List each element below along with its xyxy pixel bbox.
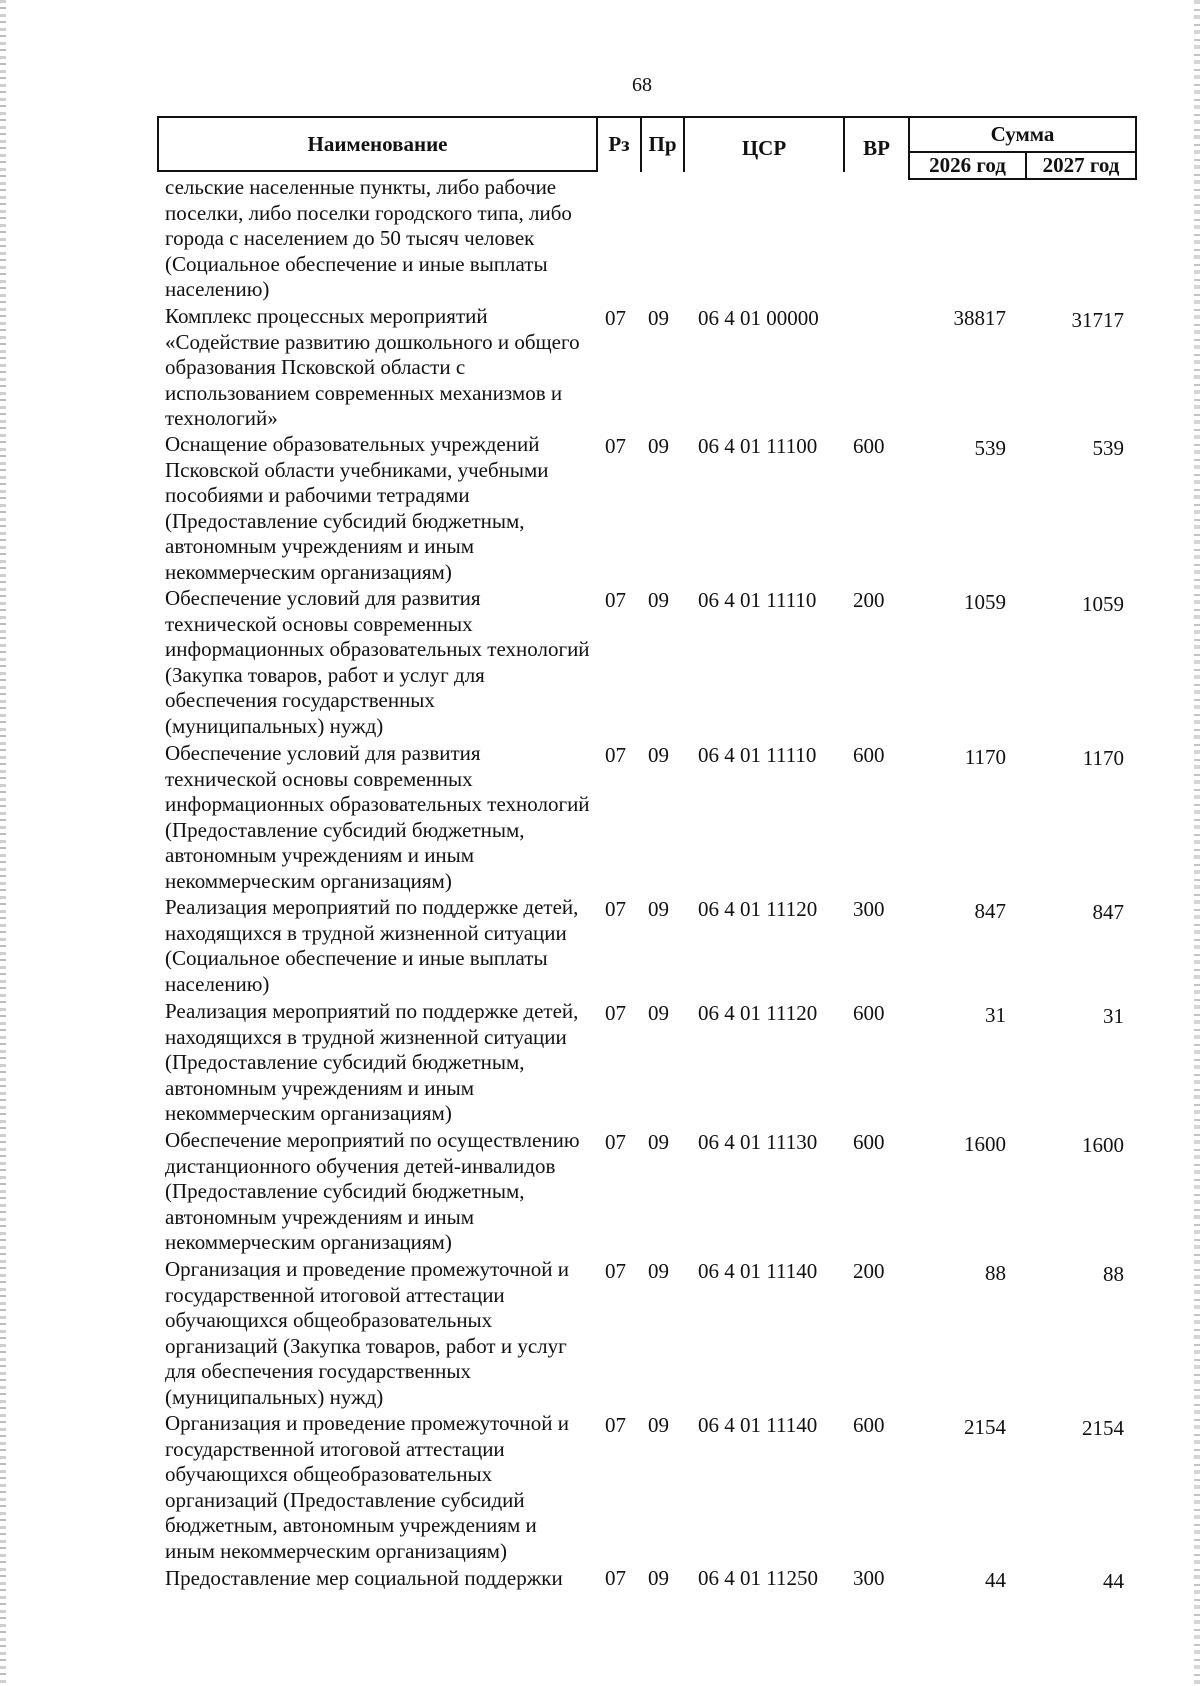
row-sum-2027: 1600 [1082,1133,1124,1157]
row-csr: 06 4 01 11120 [698,897,818,921]
row-sum-2027: 31 [1103,1004,1124,1028]
row-name: Организация и проведение промежуточной и государственной итоговой аттестации обучающихся общеобразовательных организаций (Предоставление субсидий бюджетным, автономным учреждениям и иным некоммерческим организациям) [165,1411,570,1563]
row-csr: 06 4 01 11120 [698,1001,818,1025]
row-sum-2026: 88 [985,1261,1006,1285]
row-name: Предоставление мер социальной поддержки [165,1566,563,1590]
row-vr: 200 [853,1259,885,1283]
row-name: Организация и проведение промежуточной и государственной итоговой аттестации обучающихся общеобразовательных организаций (Закупка товаров, работ и услуг для обеспечения государственных (муниципальных) нужд) [165,1257,570,1409]
scan-edge-right [1194,0,1200,1686]
row-sum-2027: 1170 [1082,746,1124,770]
row-name: Реализация мероприятий по поддержке детей, находящихся в трудной жизненной ситуации (Предоставление субсидий бюджетным, автономным учреждениям и иным некоммерческим организациям) [165,999,579,1125]
header-sum: Сумма [990,122,1055,146]
header-csr: ЦСР [741,135,787,160]
row-rz: 07 [605,897,626,921]
row-pr: 09 [648,434,669,458]
row-name: Обеспечение условий для развития технической основы современных информационных образовательных технологий (Предоставление субсидий бюджетным, автономным учреждениям и иным некоммерческим организациям) [165,741,590,893]
row-sum-2027: 2154 [1082,1416,1124,1440]
row-sum-2026: 1059 [964,590,1006,614]
row-name: сельские населенные пункты, либо рабочие поселки, либо поселки городского типа, либо города с населением до 50 тысяч человек (Социальное обеспечение и иные выплаты населению) [165,175,572,301]
row-rz: 07 [605,1001,626,1025]
row-vr: 600 [853,1001,885,1025]
row-name: Реализация мероприятий по поддержке детей, находящихся в трудной жизненной ситуации (Социальное обеспечение и иные выплаты населению) [165,895,579,996]
row-rz: 07 [605,306,626,330]
row-vr: 300 [853,897,885,921]
row-sum-2026: 38817 [953,306,1006,330]
row-name: Оснащение образовательных учреждений Псковской области учебниками, учебными пособиями и рабочими тетрадями (Предоставление субсидий бюджетным, автономным учреждениям и иным некоммерческим организациям) [165,432,549,584]
header-year-2027: 2027 год [1042,153,1120,177]
row-vr: 600 [853,434,885,458]
row-csr: 06 4 01 11130 [698,1130,818,1154]
row-pr: 09 [648,1566,669,1590]
row-pr: 09 [648,1001,669,1025]
row-csr: 06 4 01 11140 [698,1259,818,1283]
row-name: Обеспечение мероприятий по осуществлению дистанционного обучения детей-инвалидов (Предоставление субсидий бюджетным, автономным учреждениям и иным некоммерческим организациям) [165,1128,580,1254]
row-vr: 200 [853,588,885,612]
row-pr: 09 [648,1130,669,1154]
row-csr: 06 4 01 11110 [698,743,817,767]
row-vr: 600 [853,1130,885,1154]
row-sum-2027: 847 [1092,900,1124,924]
row-sum-2026: 1170 [964,745,1006,769]
row-csr: 06 4 01 11100 [698,434,818,458]
row-sum-2027: 88 [1103,1262,1124,1286]
row-sum-2026: 847 [974,899,1006,923]
row-pr: 09 [648,897,669,921]
row-name: Обеспечение условий для развития технической основы современных информационных образовательных технологий (Закупка товаров, работ и услуг для обеспечения государственных (муниципальных) нужд) [165,586,590,738]
header-year-2026: 2026 год [929,153,1006,177]
row-csr: 06 4 01 11140 [698,1413,818,1437]
row-sum-2026: 1600 [964,1132,1006,1156]
header-vr: ВР [863,135,890,160]
row-sum-2026: 2154 [964,1415,1006,1439]
row-sum-2026: 31 [985,1003,1006,1027]
header-rz: Рз [608,131,630,156]
row-pr: 09 [648,588,669,612]
header-pr: Пр [648,131,677,156]
row-sum-2027: 539 [1092,436,1124,460]
row-pr: 09 [648,1413,669,1437]
row-sum-2026: 44 [985,1568,1006,1592]
row-sum-2027: 31717 [1071,308,1124,332]
row-pr: 09 [648,743,669,767]
row-rz: 07 [605,1130,626,1154]
row-pr: 09 [648,306,669,330]
row-rz: 07 [605,1413,626,1437]
row-csr: 06 4 01 11110 [698,588,817,612]
row-rz: 07 [605,434,626,458]
row-vr: 600 [853,1413,885,1437]
row-vr: 600 [853,743,885,767]
row-sum-2027: 1059 [1082,592,1124,616]
row-rz: 07 [605,1259,626,1283]
row-rz: 07 [605,743,626,767]
row-pr: 09 [648,1259,669,1283]
row-sum-2027: 44 [1103,1569,1124,1593]
page-number: 68 [632,74,652,96]
row-csr: 06 4 01 00000 [698,306,819,330]
row-csr: 06 4 01 11250 [698,1566,818,1590]
row-rz: 07 [605,1566,626,1590]
row-name: Комплекс процессных мероприятий «Содействие развитию дошкольного и общего образования Псковской области с использованием современных механизмов и технологий» [165,304,580,430]
row-rz: 07 [605,588,626,612]
header-name: Наименование [307,131,448,156]
row-vr: 300 [853,1566,885,1590]
row-sum-2026: 539 [974,436,1006,460]
scan-edge-left [0,0,6,1686]
